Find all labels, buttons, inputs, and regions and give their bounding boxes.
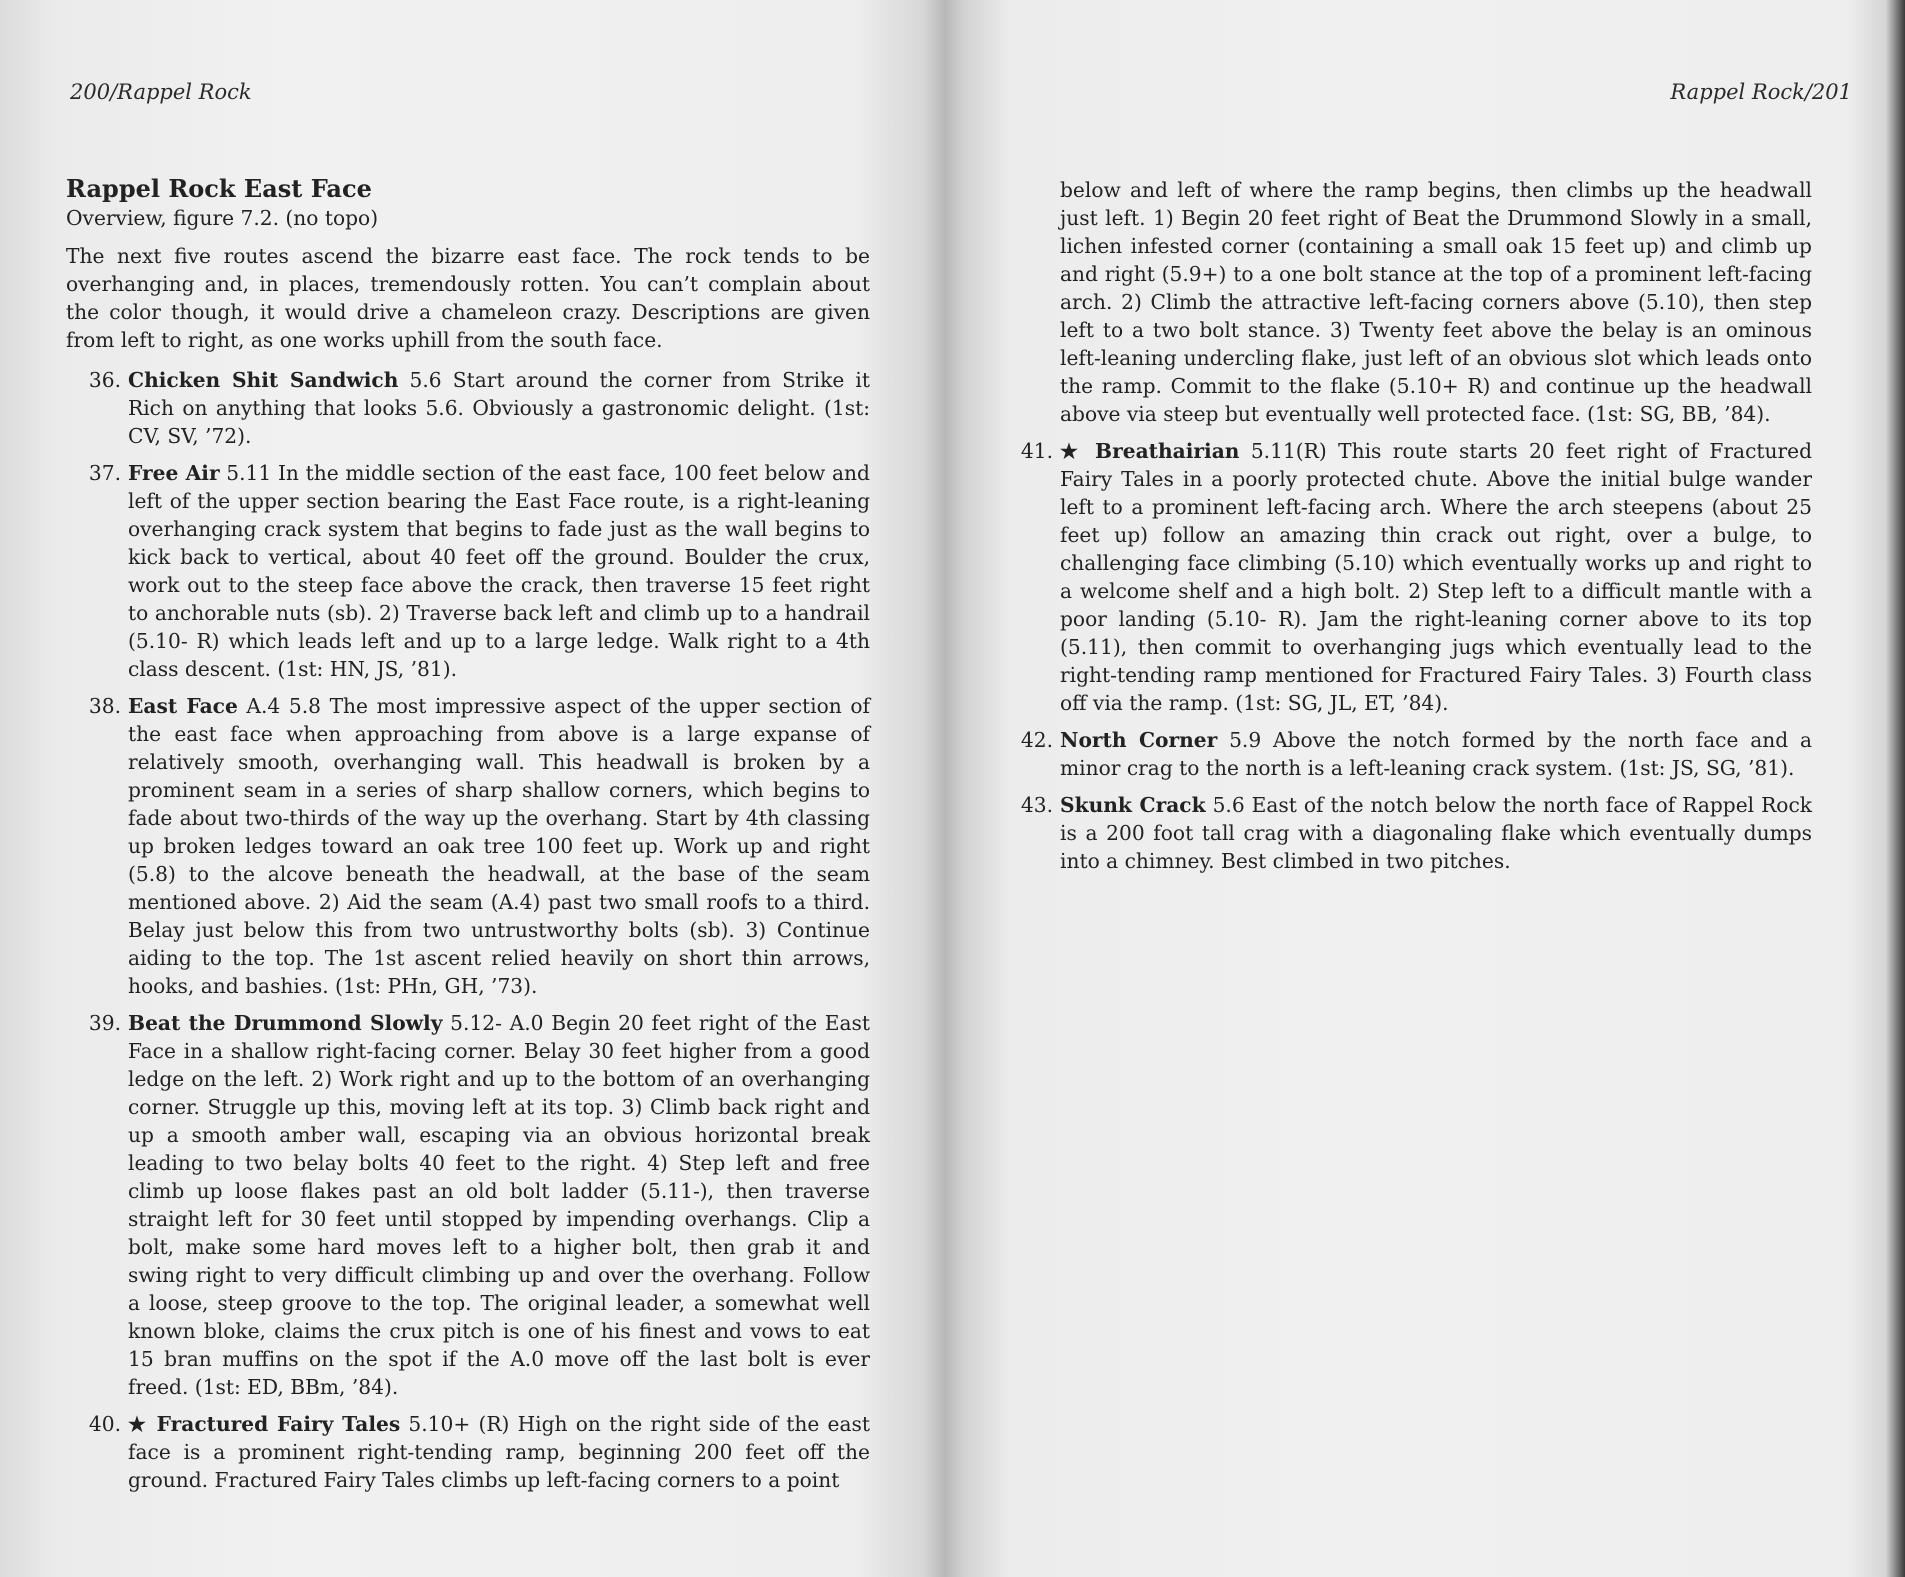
route-continuation: below and left of where the ramp begins, then climbs up the headwall just left. 1) Begin 20 feet right of Beat the Drummond Slowly in a small, lichen infested corner (containing a small oak 15 feet up) and climb up and right (5.9+) to a one bolt stance at the top of a prominent left-facing arch. 2) Climb the attractive left-facing corners above (5.10), then step left to a two bolt stance. 3) Twenty feet above the belay is an ominous left-leaning undercling flake, just left of an obvious slot which leads onto the ramp. Commit to the flake (5.10+ R) and continue up the headwall above via steep but eventually well protected face. (1st: SG, BB, ’84). (1060, 178, 1812, 426)
route-description: East of the notch below the north face of Rappel Rock is a 200 foot tall crag with a diagonaling flake which eventually dumps into a chimney. Best climbed in two pitches. (1060, 793, 1812, 873)
route-entry (66, 366, 870, 450)
route-entry (66, 1009, 870, 1401)
route-entry (998, 791, 1812, 875)
route-text (128, 366, 870, 450)
route-text (128, 1410, 870, 1494)
route-grade: 5.11(R) (1239, 439, 1339, 463)
star-icon: ★ (1060, 439, 1096, 463)
route-description: Begin 20 feet right of the East Face in a shallow right-facing corner. Belay 30 feet higher from a good ledge on the left. 2) Work right and up to the bottom of an overhanging corner. Struggle up this, moving left at its top. 3) Climb back right and up a smooth amber wall, escaping via an obvious horizontal break leading to two belay bolts 40 feet to the right. 4) Step left and free climb up loose flakes past an old bolt ladder (5.11-), then traverse straight left for 30 feet until stopped by impending overhangs. Clip a bolt, make some hard moves left to a higher bolt, then grab it and swing right to very difficult climbing up and over the overhang. Follow a loose, steep groove to the top. The original leader, a somewhat well known bloke, claims the crux pitch is one of his finest and vows to eat 15 bran muffins on the spot if the A.0 move off the last bolt is ever freed. (1st: ED, BBm, ’84). (128, 1011, 870, 1399)
route-grade: A.4 5.8 (237, 694, 330, 718)
route-name: East Face (128, 694, 238, 718)
route-entry (998, 437, 1812, 717)
route-text (1060, 437, 1812, 717)
route-name: Fractured Fairy Tales (156, 1412, 401, 1436)
route-name: Breathairian (1095, 439, 1240, 463)
running-head-right: Rappel Rock/201 (1670, 80, 1852, 104)
route-text (128, 692, 870, 1000)
route-grade: 5.10+ (R) (400, 1412, 518, 1436)
route-grade: 5.12- A.0 (442, 1011, 552, 1035)
route-number: 38. (88, 694, 121, 718)
route-entry (66, 1410, 870, 1494)
route-number: 37. (88, 461, 121, 485)
route-description: Start around the corner from Strike it Rich on anything that looks 5.6. Obviously a gastronomic delight. (1st: CV, SV, ’72). (128, 368, 870, 448)
route-number: 36. (88, 368, 121, 392)
route-number: 42. (1020, 728, 1053, 752)
route-description: Above the notch formed by the north face and a minor crag to the north is a left-leaning crack system. (1st: JS, SG, ’81). (1060, 728, 1812, 780)
route-entry (66, 692, 870, 1000)
section-subtitle: Overview, figure 7.2. (no topo) (66, 206, 379, 230)
star-icon: ★ (128, 1412, 157, 1436)
route-grade: 5.11 (219, 461, 278, 485)
route-number: 43. (1020, 793, 1053, 817)
route-number: 40. (88, 1412, 121, 1436)
section-intro: The next five routes ascend the bizarre east face. The rock tends to be overhanging and, in places, tremendously rotten. You can’t complain about the color though, it would drive a chameleon crazy. Descriptions are given from left to right, as one works uphill from the south face. (66, 244, 870, 352)
route-number: 41. (1020, 439, 1053, 463)
route-name: Chicken Shit Sandwich (128, 368, 399, 392)
route-description: The most impressive aspect of the upper section of the east face when approaching from above is a large expanse of relatively smooth, overhanging wall. This headwall is broken by a prominent seam in a series of sharp shallow corners, which begins to fade about two-thirds of the way up the overhang. Start by 4th classing up broken ledges toward an oak tree 100 feet up. Work up and right (5.8) to the alcove beneath the headwall, at the base of the seam mentioned above. 2) Aid the seam (A.4) past two small roofs to a third. Belay just below this from two untrustworthy bolts (sb). 3) Continue aiding to the top. The 1st ascent relied heavily on short thin arrows, hooks, and bashies. (1st: PHn, GH, ’73). (128, 694, 870, 998)
route-name: Free Air (128, 461, 220, 485)
route-grade: 5.9 (1217, 728, 1273, 752)
right-page (960, 0, 1905, 1577)
route-description: High on the right side of the east face is a prominent right-tending ramp, beginning 200 feet off the ground. Fractured Fairy Tales climbs up left-facing corners to a point (128, 1412, 870, 1492)
route-number: 39. (88, 1011, 121, 1035)
section-title: Rappel Rock East Face (66, 174, 372, 203)
route-name: North Corner (1060, 728, 1218, 752)
left-page (0, 0, 930, 1577)
running-head-left: 200/Rappel Rock (70, 80, 252, 104)
route-description: This route starts 20 feet right of Fractured Fairy Tales in a poorly protected chute. Above the initial bulge wander left to a prominent left-facing arch. Where the arch steepens (about 25 feet up) follow an amazing thin crack out right, over a bulge, to challenging face climbing (5.10) which eventually works up and right to a welcome shelf and a high bolt. 2) Step left to a difficult mantle with a poor landing (5.10- R). Jam the right-leaning corner above to its top (5.11), then commit to overhanging jugs which eventually lead to the right-tending ramp mentioned for Fractured Fairy Tales. 3) Fourth class off via the ramp. (1st: SG, JL, ET, ’84). (1060, 439, 1813, 715)
route-grade: 5.6 (1205, 793, 1252, 817)
route-grade: 5.6 (398, 368, 453, 392)
route-text (128, 1009, 870, 1401)
route-text (1060, 726, 1812, 782)
route-text (1060, 791, 1812, 875)
route-description: In the middle section of the east face, 100 feet below and left of the upper section bearing the East Face route, is a right-leaning overhanging crack system that begins to fade just as the wall begins to kick back to vertical, about 40 feet off the ground. Boulder the crux, work out to the steep face above the crack, then traverse 15 feet right to anchorable nuts (sb). 2) Traverse back left and climb up to a handrail (5.10- R) which leads left and up to a large ledge. Walk right to a 4th class descent. (1st: HN, JS, ’81). (128, 461, 870, 681)
route-name: Skunk Crack (1060, 793, 1206, 817)
route-entry (66, 459, 870, 683)
left-page-content (66, 174, 870, 1503)
route-text (128, 459, 870, 683)
route-entry (998, 726, 1812, 782)
route-name: Beat the Drummond Slowly (128, 1011, 443, 1035)
right-page-content (1020, 176, 1813, 884)
